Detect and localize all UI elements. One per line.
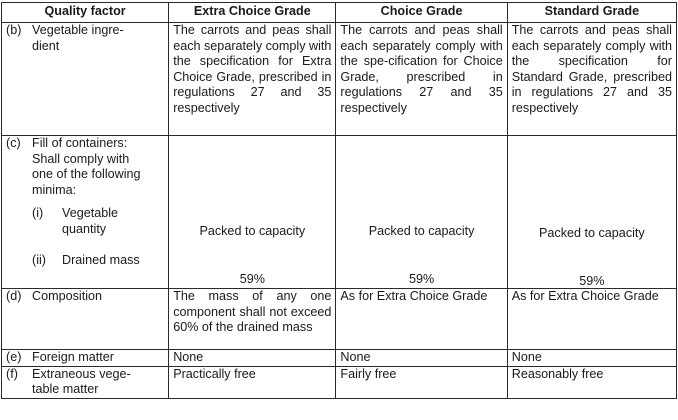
standard-cell <box>507 136 676 289</box>
sub-item-label-cont: quantity <box>62 221 107 236</box>
header-extra-choice-grade: Extra Choice Grade <box>169 3 336 23</box>
vegetable-quantity-value: Packed to capacity <box>368 224 475 238</box>
table-row-fill-of-containers <box>2 136 677 289</box>
header-choice-grade: Choice Grade <box>336 3 507 23</box>
row-letter: (d) <box>6 289 22 303</box>
extra-choice-cell: The mass of any one component shall not exceed 60% of the drained mass <box>169 289 336 350</box>
row-letter: (f) <box>6 366 18 381</box>
extra-choice-cell: The carrots and peas shall each separately comply with the specification for Extra Choice Grade, prescribed in regulations 27 and 35 respectively <box>169 23 336 136</box>
header-quality-factor: Quality factor <box>2 3 169 23</box>
row-letter: (c) <box>6 136 21 150</box>
quality-factor-cell <box>2 366 169 398</box>
standard-cell: As for Extra Choice Grade <box>507 289 676 350</box>
drained-mass-value: 59% <box>579 274 605 288</box>
sub-item-letter: (ii) <box>32 253 46 267</box>
quality-factor-cell <box>2 23 169 136</box>
table-row-vegetable-ingredient <box>2 23 677 136</box>
quality-factor-label: Fill of containers: <box>32 136 128 150</box>
quality-factor-label-cont: dient <box>32 38 60 53</box>
sub-item-label: Vegetable <box>62 206 119 220</box>
row-letter: (e) <box>6 350 22 364</box>
table-row-extraneous-vegetable-matter <box>2 366 677 398</box>
quality-factor-label-cont: table matter <box>32 382 99 396</box>
choice-cell <box>336 136 507 289</box>
quality-factor-label: Foreign matter <box>32 350 114 364</box>
quality-factor-cell <box>2 136 169 289</box>
table-row-composition <box>2 289 677 350</box>
standard-cell: None <box>507 350 676 367</box>
choice-cell: None <box>336 350 507 367</box>
choice-cell: Fairly free <box>336 366 507 398</box>
vegetable-quantity-value: Packed to capacity <box>199 224 306 238</box>
sub-item-label: Drained mass <box>62 253 140 267</box>
quality-factor-label-cont: one of the following <box>32 167 141 181</box>
header-standard-grade: Standard Grade <box>507 3 676 23</box>
extra-choice-cell <box>169 136 336 289</box>
header-row <box>2 3 677 23</box>
quality-factor-cell <box>2 350 169 367</box>
choice-cell: The carrots and peas shall each separately comply with the spe-cification for Choice Grade, prescribed in regulations 27 and 35 respectively <box>336 23 507 136</box>
quality-factor-label: Composition <box>32 289 102 303</box>
quality-factor-label-cont: minima: <box>32 182 77 197</box>
extra-choice-cell: Practically free <box>169 366 336 398</box>
quality-factor-cell <box>2 289 169 350</box>
quality-factor-label: Vegetable ingre- <box>32 23 124 37</box>
quality-spec-table <box>1 2 677 399</box>
drained-mass-value: 59% <box>239 272 265 286</box>
standard-cell: The carrots and peas shall each separately comply with the specification for Standard Grade, prescribed in regulations 27 and 35 respectively <box>507 23 676 136</box>
choice-cell: As for Extra Choice Grade <box>336 289 507 350</box>
standard-cell: Reasonably free <box>507 366 676 398</box>
table-row-foreign-matter <box>2 350 677 367</box>
vegetable-quantity-value: Packed to capacity <box>539 226 645 240</box>
sub-item-letter: (i) <box>32 206 44 220</box>
extra-choice-cell: None <box>169 350 336 367</box>
drained-mass-value: 59% <box>408 272 435 286</box>
row-letter: (b) <box>6 23 22 37</box>
quality-factor-label: Extraneous vege- <box>32 366 131 381</box>
quality-factor-label-cont: Shall comply with <box>32 151 130 166</box>
